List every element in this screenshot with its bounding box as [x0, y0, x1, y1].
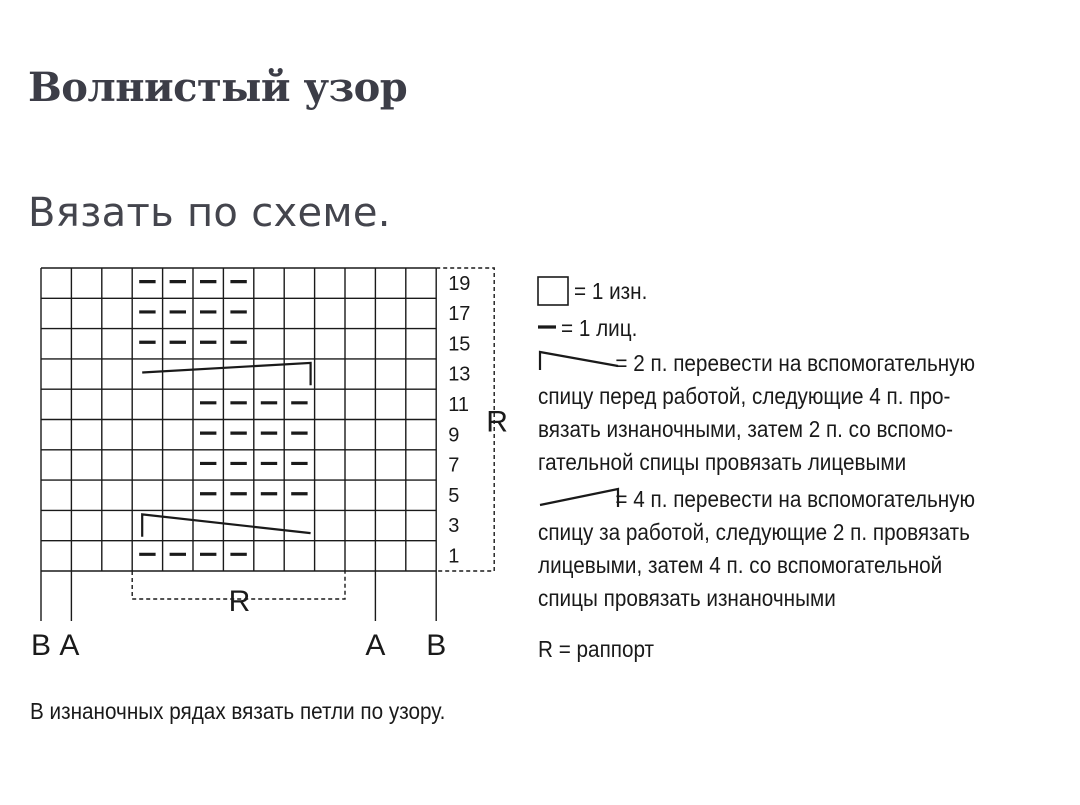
edge-marker-label: A — [59, 629, 80, 662]
row-number-label: 7 — [448, 454, 460, 477]
cable-mark — [142, 363, 310, 385]
edge-marker-label: A — [365, 629, 386, 662]
legend-line: лицевыми, затем 4 п. со вспомогательной — [538, 552, 943, 578]
row-number-label: 13 — [448, 363, 471, 386]
cable-mark — [142, 514, 310, 536]
row-numbers — [448, 273, 470, 568]
edge-marker-label: B — [426, 629, 447, 662]
page-subtitle: Вязать по схеме. — [28, 190, 391, 236]
purl-symbol-icon — [538, 277, 568, 305]
legend-knit-text: = 1 лиц. — [561, 315, 638, 341]
legend-line: вязать изнаночными, затем 2 п. со вспомо- — [538, 416, 954, 442]
legend-line: = 2 п. перевести на вспомогательную — [615, 350, 976, 376]
legend-line: спицы провязать изнаночными — [538, 585, 836, 611]
legend-repeat-text: R = раппорт — [538, 636, 655, 662]
repeat-label-right: R — [486, 405, 508, 439]
legend-line: = 4 п. перевести на вспомогательную — [615, 486, 976, 512]
row-number-label: 1 — [448, 545, 460, 568]
row-number-label: 5 — [448, 484, 460, 507]
row-number-label: 3 — [448, 515, 460, 538]
footer-note: В изнаночных рядах вязать петли по узору. — [30, 698, 446, 724]
legend-cable-front — [538, 347, 975, 479]
legend-purl-text: = 1 изн. — [574, 278, 648, 304]
edge-marker-label: B — [31, 629, 52, 662]
repeat-label-bottom: R — [228, 585, 251, 618]
page-title: Волнистый узор — [28, 64, 408, 111]
legend-line: спицу за работой, следующие 2 п. провязать — [538, 519, 970, 545]
row-number-label: 11 — [448, 394, 469, 417]
row-number-label: 15 — [448, 333, 471, 356]
legend-line: гательной спицы провязать лицевыми — [538, 449, 907, 475]
legend-line: спицу перед работой, следующие 4 п. про- — [538, 383, 951, 409]
row-number-label: 17 — [448, 303, 471, 326]
legend-cable-back — [538, 483, 975, 615]
row-number-label: 19 — [448, 272, 471, 295]
row-number-label: 9 — [448, 424, 460, 447]
